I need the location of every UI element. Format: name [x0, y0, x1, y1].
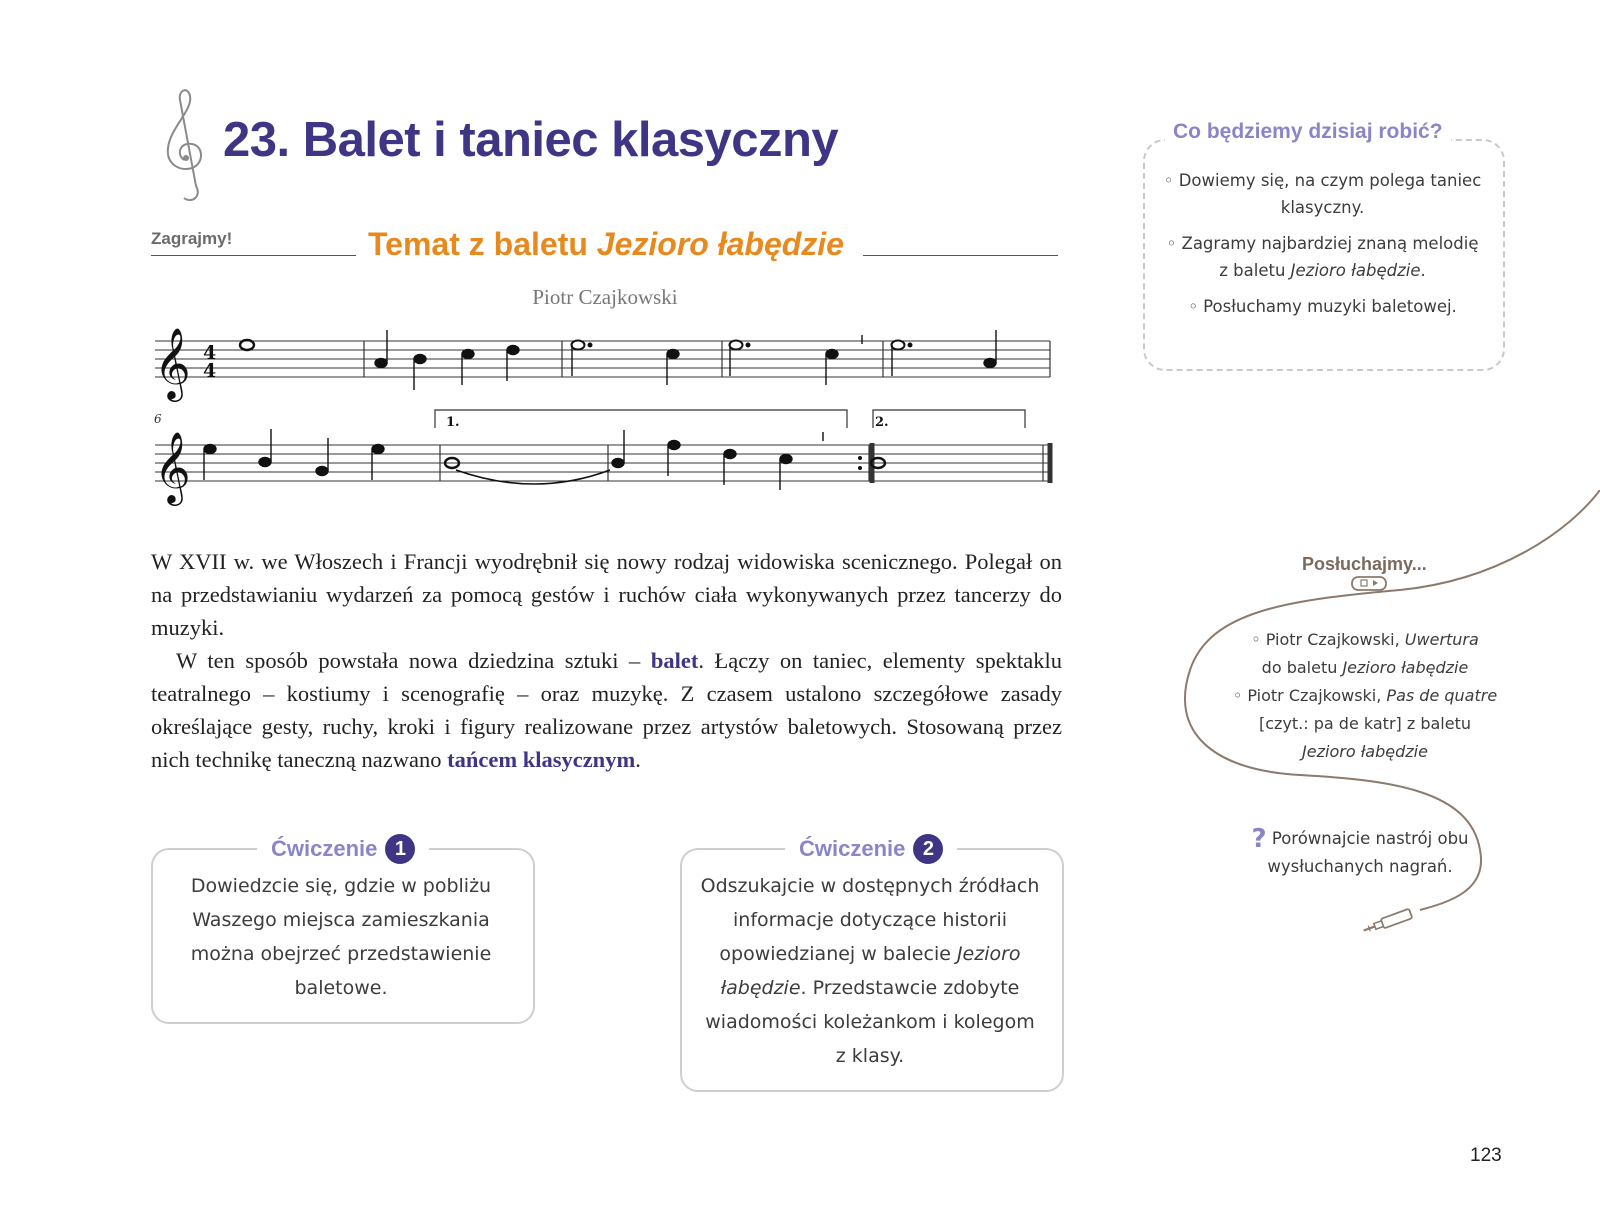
exercise-2-number: 2 [913, 834, 943, 864]
term-balet: balet [650, 648, 699, 673]
volta-1: 1. [446, 415, 460, 430]
listen-item-1-rest: do baletu [1261, 658, 1343, 677]
treble-clef-icon [158, 88, 218, 208]
plan-heading: Co będziemy dzisiaj robić? [1165, 120, 1451, 144]
listen-item-2-rest: [czyt.: pa de katr] z baletu [1259, 714, 1471, 733]
exercise-2-label: Ćwiczenie [799, 836, 906, 861]
p2-text-a: W ten sposób powstała nowa dziedzina sztuki – [176, 648, 651, 673]
note [572, 341, 585, 350]
paragraph-1: W XVII w. we Włoszech i Francji wyodrębnił się nowy rodzaj widowiska scenicznego. Polegał on na przedstawianiu wydarzeń za pomocą gestów i ruchów ciała wykonywanych przez tancerzy do muzyki. [151, 549, 1062, 640]
measure-number: 6 [154, 412, 162, 426]
page-number: 123 [1470, 1145, 1502, 1166]
listen-item-1 [1215, 626, 1515, 654]
exercise-2-heading [785, 834, 957, 864]
plan-list [1160, 167, 1485, 329]
exercise-2-work: Jezioro łabędzie [720, 943, 1021, 999]
music-score [150, 318, 1055, 508]
staff-2-clef: 𝄞 [154, 430, 191, 503]
composer-name: Piotr Czajkowski [532, 285, 678, 309]
bullet-icon: ◦ [1251, 630, 1261, 649]
piece-title-prefix: Temat z baletu [368, 226, 597, 262]
note [414, 355, 426, 364]
piece-title-work: Jezioro łabędzie [596, 226, 844, 262]
divider-right [863, 255, 1058, 256]
note [316, 467, 328, 476]
listen-item-1-ballet: Jezioro łabędzie [1342, 658, 1469, 677]
listen-item-2-work: Pas de quatre [1386, 686, 1498, 705]
note [375, 359, 387, 368]
divider-left [151, 255, 356, 256]
bullet-icon: ◦ [1163, 171, 1174, 190]
note [668, 441, 680, 450]
note [462, 350, 474, 359]
plan-item-2-end: . [1420, 261, 1426, 280]
time-sig-bottom: 4 [203, 360, 217, 382]
listen-item-2 [1215, 682, 1515, 710]
plan-item-3 [1160, 293, 1485, 320]
exercise-2-text-b: . Przedstawcie zdobyte wiadomości koleżankom i kolegom z klasy. [705, 977, 1035, 1067]
plan-item-1-text: Dowiemy się, na czym polega taniec klasyczny. [1178, 171, 1482, 217]
exercise-2-text-a: Odszukajcie w dostępnych źródłach informacje dotyczące historii opowiedzianej w balecie [700, 875, 1040, 965]
exercise-1-label: Ćwiczenie [271, 836, 378, 861]
note [892, 341, 905, 350]
plan-item-2-work: Jezioro łabędzie [1290, 261, 1421, 280]
chapter-title: 23. Balet i taniec klasyczny [223, 113, 839, 167]
compare-question-text: Porównajcie nastrój obu wysłuchanych nagrań. [1267, 829, 1469, 876]
p2-text-b: . Łączy on taniec, elementy spektaklu teatralnego – kostiumy i scenografię – oraz muzykę. Z czasem ustalono szczegółowe zasady określające gesty, ruchy, kroki i figury realizowane przez artystów baletowych. Stosowaną przez nich technikę taneczną nazwano [151, 648, 1062, 772]
listen-item-1-work: Uwertura [1404, 630, 1479, 649]
note [259, 458, 271, 467]
paragraph-2 [151, 644, 1062, 776]
note [507, 346, 519, 355]
listen-item-2-ballet-line [1215, 738, 1515, 766]
listen-heading: Posłuchajmy... [1302, 554, 1427, 574]
staff-2 [155, 445, 1050, 481]
time-sig-top: 4 [203, 342, 217, 364]
listen-item-1-composer: Piotr Czajkowski, [1265, 630, 1405, 649]
note [372, 445, 384, 454]
section-label: Zagrajmy! [151, 229, 233, 248]
listen-item-2-ballet: Jezioro łabędzie [1302, 742, 1428, 761]
note [612, 459, 624, 468]
note [204, 445, 216, 454]
note [730, 341, 743, 350]
exercise-1-number: 1 [385, 834, 415, 864]
note [780, 455, 792, 464]
compare-question [1210, 825, 1510, 881]
note [667, 350, 679, 359]
plan-item-3-text: Posłuchamy muzyki baletowej. [1203, 297, 1457, 316]
bullet-icon: ◦ [1232, 686, 1243, 705]
piece-title [368, 226, 844, 263]
listen-item-2-composer: Piotr Czajkowski, [1247, 686, 1387, 705]
volta-2: 2. [875, 415, 889, 430]
question-mark-icon: ? [1251, 824, 1267, 854]
body-text [151, 545, 1062, 776]
p2-text-c: . [635, 747, 641, 772]
plan-item-2-text: Zagramy najbardziej znaną melodię z baletu [1181, 234, 1479, 280]
staff-1 [155, 341, 1050, 377]
exercise-1-heading [257, 834, 429, 864]
audio-jack-icon [1362, 909, 1412, 935]
exercise-1-text: Dowiedzcie się, gdzie w pobliżu Waszego miejsca zamieszkania można obejrzeć przedstawienie baletowe. [190, 875, 492, 999]
note [826, 350, 838, 359]
bullet-icon: ◦ [1166, 234, 1177, 253]
exercise-2-text [700, 869, 1040, 1073]
listen-list [1215, 626, 1515, 766]
plan-item-2 [1160, 230, 1485, 284]
staff-1-clef: 𝄞 [154, 326, 191, 399]
plan-item-1 [1160, 167, 1485, 221]
listen-item-1-cont [1215, 654, 1515, 682]
remote-control-icon [1352, 577, 1386, 590]
bullet-icon: ◦ [1188, 297, 1198, 316]
note [984, 359, 996, 368]
note [724, 450, 736, 459]
term-taniec-klasyczny: tańcem klasycznym [447, 747, 636, 772]
